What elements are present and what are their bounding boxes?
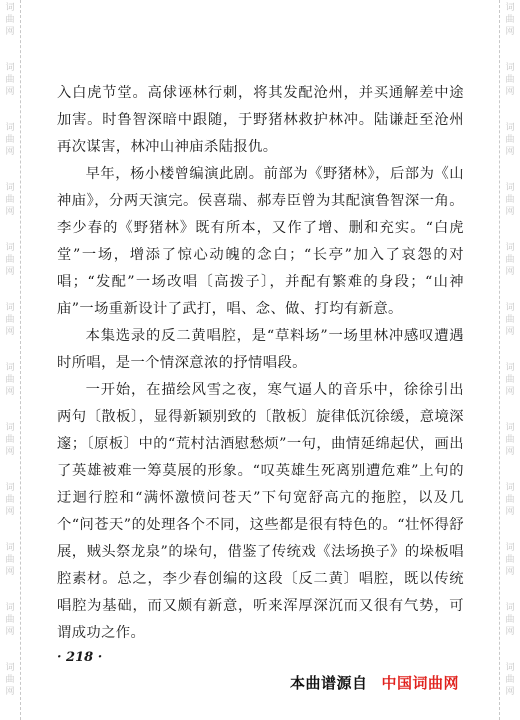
paragraph-history: 早年，杨小楼曾编演此剧。前部为《野猪林》，后部为《山神庙》，分两天演完。侯喜瑞、郝寿臣曾为其配演鲁智深一角。李少春的《野猪林》既有所本，又作了增、删和充实。“白虎堂”一场，增添了惊心动魄的念白；“长亭”加入了哀怨的对唱；“发配”一场改唱〔高拨子〕，并配有繁难的身段；“山神庙”一场重新设计了武打，唱、念、做、打均有新意。 [57, 166, 464, 317]
watermark: 词 曲 网 [505, 603, 515, 637]
paragraph-selection: 本集选录的反二黄唱腔，是“草料场”一场里林冲感叹遭遇时所唱，是一个情深意浓的抒情唱段。 [57, 328, 464, 371]
source-site-name: 中国词曲网 [381, 674, 460, 692]
watermark: 词 曲 网 [505, 3, 515, 37]
watermark: 词 曲 网 [505, 123, 515, 157]
watermark: 词 曲 网 [505, 663, 515, 697]
watermark: 词 曲 网 [505, 243, 515, 277]
paragraph-continued: 入白虎节堂。高俅诬林行刺，将其发配沧州，并买通解差中途加害。时鲁智深暗中跟随，于野猪林救护林冲。陆谦赶至沧州再次谋害，林冲山神庙杀陆报仇。 [57, 85, 464, 155]
source-credit-prefix: 本曲谱源自 [290, 674, 368, 692]
watermark: 词 曲 网 [5, 543, 15, 577]
paragraph-analysis: 一开始，在描绘风雪之夜，寒气逼人的音乐中，徐徐引出两句〔散板〕，显得新颖别致的〔散板〕旋律低沉徐缓，意境深邃；〔原板〕中的“荒村沽酒慰愁烦”一句，曲情延绵起伏，画出了英雄被难一筹莫展的形象。“叹英雄生死离别遭危难”上句的迂迴行腔和“满怀激愤问苍天”下句宽舒高亢的拖腔，以及几个“问苍天”的处理各个不同，这些都是很有特色的。“壮怀得舒展，贼头祭龙泉”的垛句，借鉴了传统戏《法场换子》的垛板唱腔素材。总之，李少春创编的这段〔反二黄〕唱腔，既以传统唱腔为基础，而又颇有新意，听来浑厚深沉而又很有气势，可谓成功之作。 [57, 382, 464, 641]
watermark: 词 曲 网 [505, 483, 515, 517]
watermark: 词 曲 网 [5, 3, 15, 37]
page-number: · 218 · [57, 650, 103, 665]
watermark: 词 曲 网 [505, 183, 515, 217]
watermark: 词 曲 网 [505, 543, 515, 577]
watermark: 词 曲 网 [5, 603, 15, 637]
watermark: 词 曲 网 [5, 483, 15, 517]
body-text [57, 80, 464, 647]
watermark: 词 曲 网 [5, 663, 15, 697]
watermark: 词 曲 网 [505, 423, 515, 457]
watermark: 词 曲 网 [505, 63, 515, 97]
left-margin-rule [20, 0, 21, 720]
source-credit [290, 672, 459, 693]
right-watermark-column [500, 0, 520, 720]
watermark: 词 曲 网 [5, 63, 15, 97]
watermark: 词 曲 网 [505, 303, 515, 337]
left-watermark-column [0, 0, 20, 720]
watermark: 词 曲 网 [5, 363, 15, 397]
watermark: 词 曲 网 [5, 123, 15, 157]
watermark: 词 曲 网 [5, 303, 15, 337]
watermark: 词 曲 网 [5, 243, 15, 277]
watermark: 词 曲 网 [5, 423, 15, 457]
watermark: 词 曲 网 [505, 363, 515, 397]
watermark: 词 曲 网 [5, 183, 15, 217]
